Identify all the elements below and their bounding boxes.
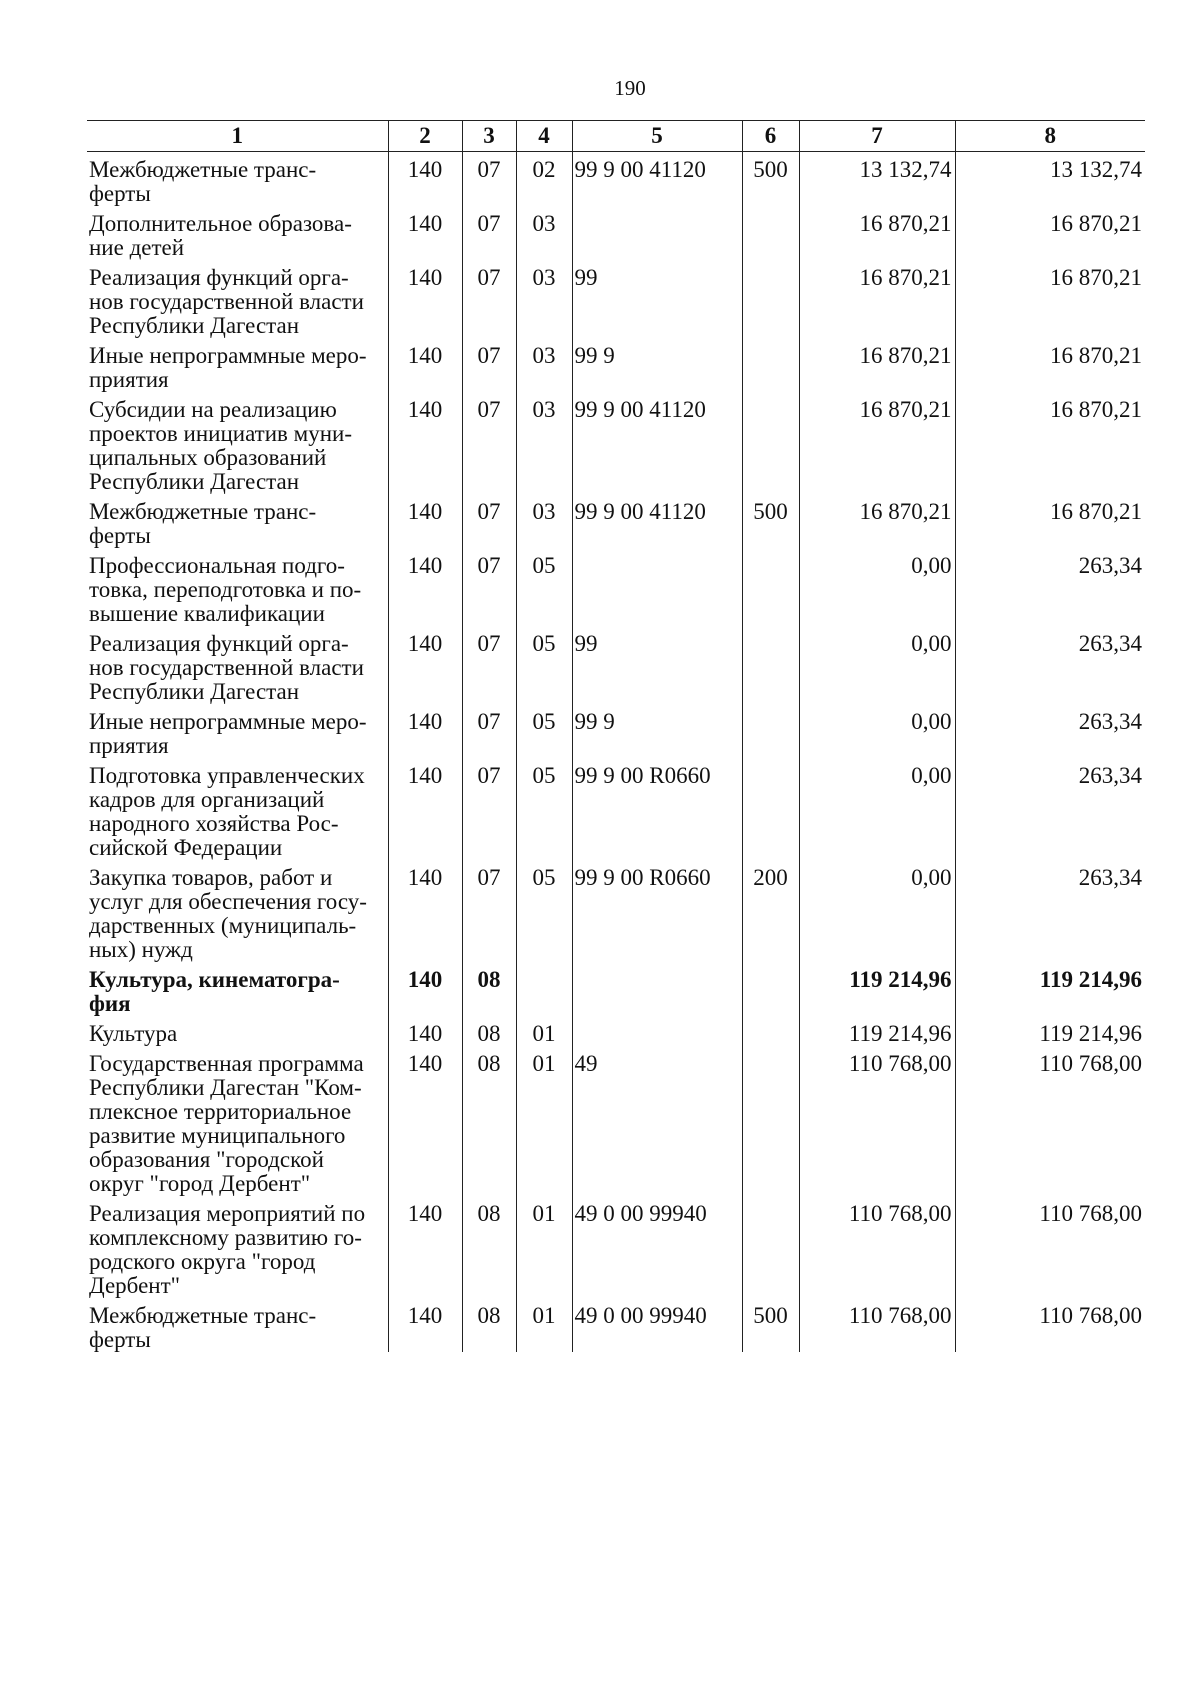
- cell-col-8: 110 768,00: [955, 1046, 1145, 1196]
- cell-col-8: 16 870,21: [955, 338, 1145, 392]
- cell-col-2: 140: [388, 548, 462, 626]
- cell-col-6: [742, 260, 799, 338]
- cell-col-6: [742, 704, 799, 758]
- table-row: [87, 338, 1145, 392]
- cell-col-3: 07: [462, 548, 516, 626]
- cell-col-3: 07: [462, 260, 516, 338]
- cell-col-7: 0,00: [799, 548, 955, 626]
- table-row: [87, 206, 1145, 260]
- cell-name: Государственная программа Республики Дагестан "Ком- плексное территориальное развитие муниципального образования "городской округ "город Дербент": [89, 1051, 364, 1196]
- cell-col-7: 110 768,00: [799, 1196, 955, 1298]
- cell-col-8: 263,34: [955, 626, 1145, 704]
- cell-col-3: 08: [462, 962, 516, 1016]
- cell-name: Профессиональная подго- товка, переподготовка и по- вышение квалификации: [89, 553, 362, 626]
- table-row: [87, 260, 1145, 338]
- cell-col-6: [742, 548, 799, 626]
- column-header-6: 6: [742, 121, 799, 152]
- cell-col-4: [516, 962, 572, 1016]
- cell-name: Иные непрограммные меро- приятия: [89, 709, 367, 758]
- table-row: [87, 704, 1145, 758]
- cell-col-3: 07: [462, 758, 516, 860]
- cell-col-6: [742, 338, 799, 392]
- cell-col-2: 140: [388, 152, 462, 207]
- cell-col-3: 07: [462, 704, 516, 758]
- cell-col-7: 119 214,96: [799, 1016, 955, 1046]
- column-header-8: 8: [955, 121, 1145, 152]
- cell-name: Культура: [89, 1021, 178, 1046]
- cell-col-8: 110 768,00: [955, 1298, 1145, 1352]
- cell-name: Закупка товаров, работ и услуг для обеспечения госу- дарственных (муниципаль- ных) нужд: [89, 865, 367, 962]
- cell-name: Межбюджетные транс- ферты: [89, 157, 317, 206]
- cell-col-4: 03: [516, 494, 572, 548]
- cell-col-7: 119 214,96: [799, 962, 955, 1016]
- cell-col-3: 08: [462, 1196, 516, 1298]
- cell-name: Дополнительное образова- ние детей: [89, 211, 352, 260]
- cell-col-7: 0,00: [799, 860, 955, 962]
- cell-col-6: [742, 1046, 799, 1196]
- cell-col-2: 140: [388, 206, 462, 260]
- cell-name: Подготовка управленческих кадров для организаций народного хозяйства Рос- сийской Федерации: [89, 763, 365, 860]
- table-row: [87, 1196, 1145, 1298]
- cell-col-2: 140: [388, 962, 462, 1016]
- cell-col-4: 05: [516, 860, 572, 962]
- cell-col-2: 140: [388, 1016, 462, 1046]
- cell-col-4: 05: [516, 758, 572, 860]
- budget-table: [87, 120, 1145, 1352]
- cell-col-6: 200: [742, 860, 799, 962]
- cell-col-5: 49: [572, 1046, 742, 1196]
- cell-col-2: 140: [388, 860, 462, 962]
- cell-col-6: [742, 392, 799, 494]
- cell-col-4: 05: [516, 626, 572, 704]
- cell-col-3: 07: [462, 626, 516, 704]
- table-row: [87, 860, 1145, 962]
- cell-col-2: 140: [388, 758, 462, 860]
- cell-col-8: 16 870,21: [955, 206, 1145, 260]
- cell-col-5: 99 9: [572, 704, 742, 758]
- cell-name: Реализация функций орга- нов государственной власти Республики Дагестан: [89, 631, 364, 704]
- table-row: [87, 494, 1145, 548]
- cell-name: Иные непрограммные меро- приятия: [89, 343, 367, 392]
- cell-col-8: 13 132,74: [955, 152, 1145, 207]
- column-header-4: 4: [516, 121, 572, 152]
- cell-col-6: [742, 1016, 799, 1046]
- table-row: [87, 1016, 1145, 1046]
- cell-col-6: [742, 962, 799, 1016]
- cell-col-2: 140: [388, 260, 462, 338]
- cell-name: Межбюджетные транс- ферты: [89, 1303, 317, 1352]
- cell-col-2: 140: [388, 392, 462, 494]
- table-row: [87, 392, 1145, 494]
- cell-col-8: 16 870,21: [955, 260, 1145, 338]
- cell-col-5: 49 0 00 99940: [572, 1298, 742, 1352]
- cell-col-7: 110 768,00: [799, 1298, 955, 1352]
- cell-col-5: 99: [572, 260, 742, 338]
- cell-col-4: 03: [516, 206, 572, 260]
- cell-col-8: 263,34: [955, 704, 1145, 758]
- cell-col-7: 16 870,21: [799, 260, 955, 338]
- cell-col-4: 03: [516, 338, 572, 392]
- table-row: [87, 1046, 1145, 1196]
- cell-col-4: 03: [516, 260, 572, 338]
- cell-col-7: 16 870,21: [799, 392, 955, 494]
- table-row: [87, 626, 1145, 704]
- cell-col-3: 08: [462, 1298, 516, 1352]
- cell-col-5: [572, 548, 742, 626]
- cell-name: Культура, кинематогра- фия: [89, 967, 340, 1016]
- cell-col-4: 01: [516, 1046, 572, 1196]
- cell-col-4: 05: [516, 548, 572, 626]
- cell-col-7: 0,00: [799, 704, 955, 758]
- cell-name: Субсидии на реализацию проектов инициатив муни- ципальных образований Республики Дагестан: [89, 397, 352, 494]
- cell-col-3: 07: [462, 338, 516, 392]
- cell-col-8: 119 214,96: [955, 962, 1145, 1016]
- cell-col-2: 140: [388, 494, 462, 548]
- table-row: [87, 758, 1145, 860]
- cell-col-3: 07: [462, 206, 516, 260]
- column-header-7: 7: [799, 121, 955, 152]
- cell-col-4: 01: [516, 1196, 572, 1298]
- cell-col-3: 07: [462, 494, 516, 548]
- cell-col-7: 16 870,21: [799, 206, 955, 260]
- cell-col-7: 16 870,21: [799, 338, 955, 392]
- cell-col-5: 99: [572, 626, 742, 704]
- cell-col-5: [572, 206, 742, 260]
- cell-name: Реализация функций орга- нов государственной власти Республики Дагестан: [89, 265, 364, 338]
- cell-name: Реализация мероприятий по комплексному развитию го- родского округа "город Дербент": [89, 1201, 366, 1298]
- cell-col-6: [742, 626, 799, 704]
- cell-col-5: 49 0 00 99940: [572, 1196, 742, 1298]
- table-row: [87, 1298, 1145, 1352]
- cell-col-4: 03: [516, 392, 572, 494]
- cell-col-6: 500: [742, 494, 799, 548]
- cell-col-7: 0,00: [799, 626, 955, 704]
- cell-col-7: 16 870,21: [799, 494, 955, 548]
- cell-col-4: 01: [516, 1298, 572, 1352]
- cell-col-2: 140: [388, 1046, 462, 1196]
- cell-col-8: 16 870,21: [955, 494, 1145, 548]
- cell-col-5: 99 9 00 R0660: [572, 758, 742, 860]
- page-number: 190: [614, 76, 646, 100]
- cell-col-7: 0,00: [799, 758, 955, 860]
- cell-col-4: 02: [516, 152, 572, 207]
- cell-col-5: 99 9 00 41120: [572, 392, 742, 494]
- cell-col-3: 07: [462, 392, 516, 494]
- cell-col-8: 263,34: [955, 758, 1145, 860]
- table-row: [87, 962, 1145, 1016]
- cell-col-5: 99 9: [572, 338, 742, 392]
- header-row: [87, 121, 1145, 152]
- cell-col-5: 99 9 00 R0660: [572, 860, 742, 962]
- cell-col-6: [742, 206, 799, 260]
- cell-col-5: [572, 1016, 742, 1046]
- cell-col-5: [572, 962, 742, 1016]
- cell-col-2: 140: [388, 626, 462, 704]
- column-header-2: 2: [388, 121, 462, 152]
- column-header-5: 5: [572, 121, 742, 152]
- cell-col-3: 07: [462, 860, 516, 962]
- cell-col-7: 110 768,00: [799, 1046, 955, 1196]
- cell-col-5: 99 9 00 41120: [572, 152, 742, 207]
- table-row: [87, 152, 1145, 207]
- cell-col-6: 500: [742, 1298, 799, 1352]
- cell-col-2: 140: [388, 1196, 462, 1298]
- cell-col-2: 140: [388, 1298, 462, 1352]
- cell-col-3: 08: [462, 1046, 516, 1196]
- cell-col-4: 05: [516, 704, 572, 758]
- cell-col-2: 140: [388, 338, 462, 392]
- column-header-1: 1: [87, 121, 388, 152]
- cell-col-3: 07: [462, 152, 516, 207]
- column-header-3: 3: [462, 121, 516, 152]
- cell-col-5: 99 9 00 41120: [572, 494, 742, 548]
- cell-name: Межбюджетные транс- ферты: [89, 499, 317, 548]
- cell-col-6: 500: [742, 152, 799, 207]
- cell-col-8: 119 214,96: [955, 1016, 1145, 1046]
- cell-col-8: 263,34: [955, 548, 1145, 626]
- cell-col-6: [742, 758, 799, 860]
- table-row: [87, 548, 1145, 626]
- cell-col-8: 110 768,00: [955, 1196, 1145, 1298]
- cell-col-2: 140: [388, 704, 462, 758]
- cell-col-8: 263,34: [955, 860, 1145, 962]
- cell-col-3: 08: [462, 1016, 516, 1046]
- cell-col-4: 01: [516, 1016, 572, 1046]
- cell-col-7: 13 132,74: [799, 152, 955, 207]
- cell-col-8: 16 870,21: [955, 392, 1145, 494]
- cell-col-6: [742, 1196, 799, 1298]
